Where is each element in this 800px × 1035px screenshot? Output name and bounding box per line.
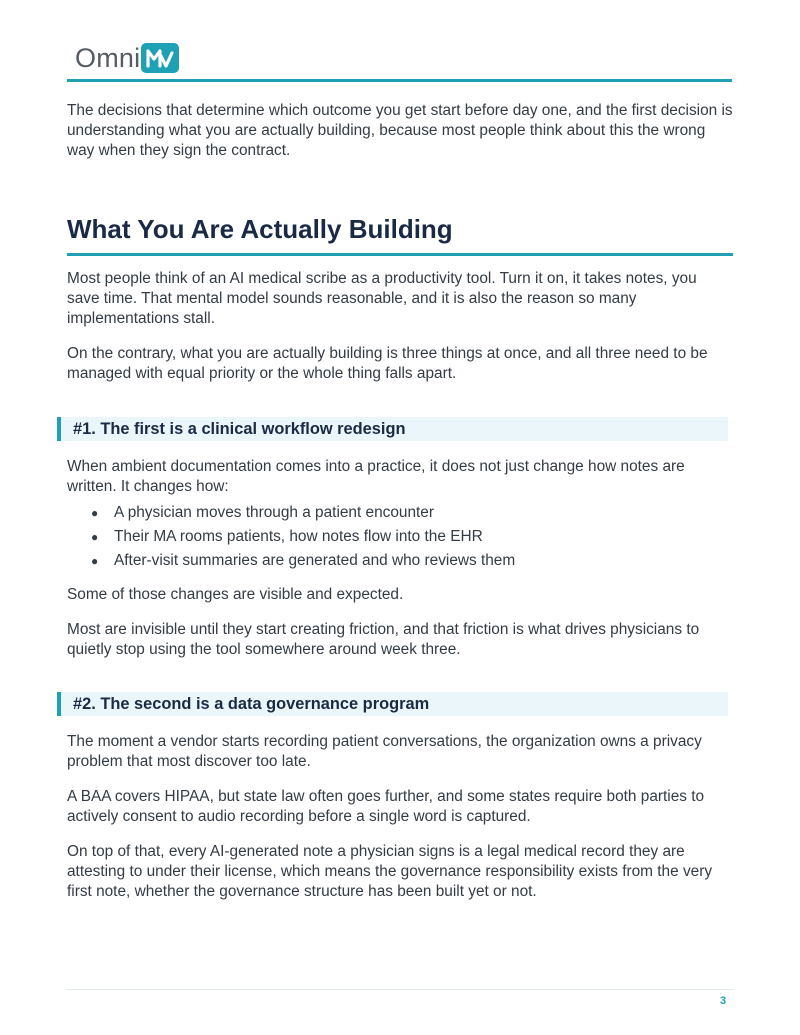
body-paragraph: When ambient documentation comes into a practice, it does not just change how notes are written. It changes how: [67, 458, 685, 495]
logo-badge-icon [141, 43, 179, 73]
body-paragraph: A BAA covers HIPAA, but state law often goes further, and some states require both parties to actively consent to audio recording before a single word is captured. [67, 788, 705, 825]
footer-divider [67, 989, 733, 990]
document-body [67, 101, 733, 902]
intro-paragraph: The decisions that determine which outcome you get start before day one, and the first decision is understanding what you are actually building, because most people think about this the wrong way when they sign the contract. [67, 102, 733, 159]
body-paragraph: Some of those changes are visible and expected. [67, 586, 404, 603]
omnimv-logo [75, 43, 179, 73]
section-title: What You Are Actually Building [67, 213, 733, 256]
list-item: ● Their MA rooms patients, how notes flow into the EHR [67, 525, 733, 549]
subsection-heading-2 [57, 692, 728, 716]
list-item: ● After-visit summaries are generated and who reviews them [67, 549, 733, 573]
bullet-icon: ● [91, 554, 99, 568]
subsection-heading-1 [57, 417, 728, 441]
page-number: 3 [720, 995, 727, 1007]
logo-text: Omni [75, 43, 141, 73]
body-paragraph: On the contrary, what you are actually building is three things at once, and all three need to be managed with equal priority or the whole thing falls apart. [67, 345, 708, 382]
body-paragraph: On top of that, every AI-generated note a physician signs is a legal medical record they are attesting to under their license, which means the governance responsibility exists from the very first note, whether the governance structure has been built yet or not. [67, 843, 713, 900]
list-item: ● A physician moves through a patient encounter [67, 501, 733, 525]
body-paragraph: Most are invisible until they start creating friction, and that friction is what drives physicians to quietly stop using the tool somewhere around week three. [67, 621, 700, 658]
body-paragraph: Most people think of an AI medical scribe as a productivity tool. Turn it on, it takes notes, you save time. That mental model sounds reasonable, and it is also the reason so many implementations stall. [67, 270, 697, 327]
bullet-icon: ● [91, 530, 99, 544]
subsection-title: #1. The first is a clinical workflow redesign [73, 419, 406, 438]
subsection-title: #2. The second is a data governance program [73, 694, 430, 713]
page-header [67, 38, 732, 82]
bullet-list [67, 501, 733, 573]
bullet-icon: ● [91, 506, 99, 520]
body-paragraph: The moment a vendor starts recording patient conversations, the organization owns a privacy problem that most discover too late. [67, 733, 702, 770]
